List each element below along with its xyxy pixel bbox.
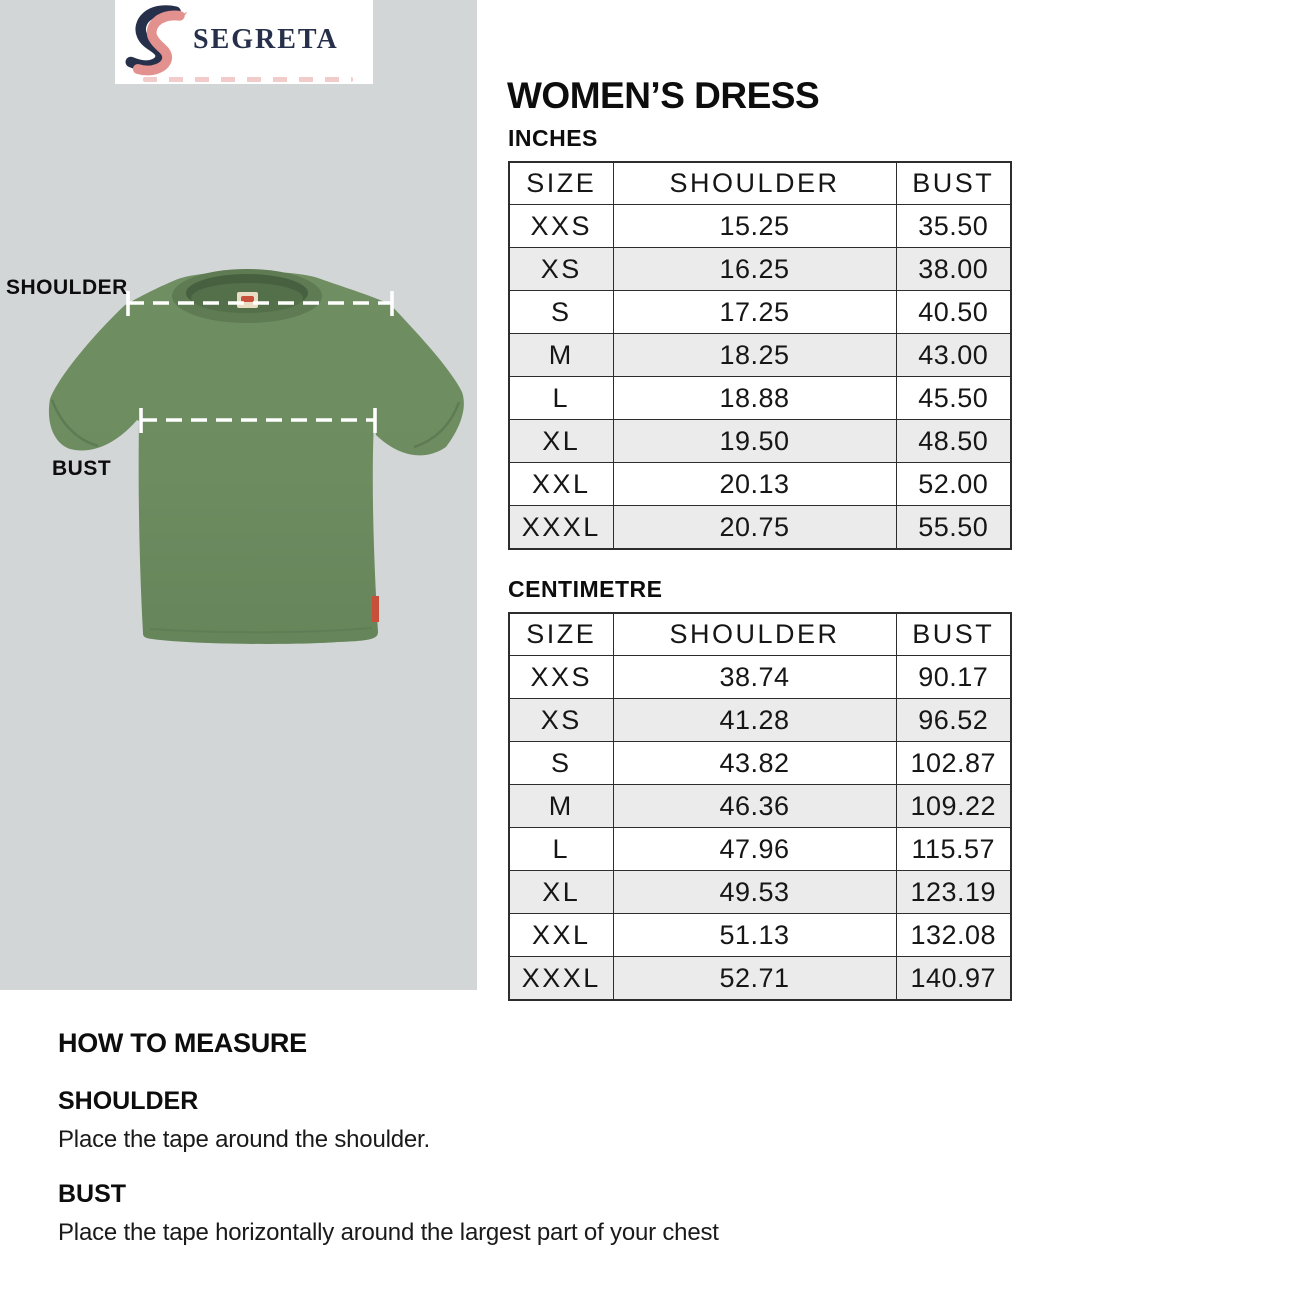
value-cell: 20.75 bbox=[613, 506, 896, 550]
size-cell: XXXL bbox=[509, 957, 613, 1001]
size-cell: XXXL bbox=[509, 506, 613, 550]
table-row bbox=[509, 656, 1011, 699]
value-cell: 35.50 bbox=[896, 205, 1011, 248]
value-cell: 52.71 bbox=[613, 957, 896, 1001]
value-cell: 96.52 bbox=[896, 699, 1011, 742]
size-cell: XS bbox=[509, 248, 613, 291]
value-cell: 43.00 bbox=[896, 334, 1011, 377]
table-row bbox=[509, 742, 1011, 785]
how-to-bust-heading: BUST bbox=[58, 1180, 127, 1208]
table-row bbox=[509, 871, 1011, 914]
value-cell: 132.08 bbox=[896, 914, 1011, 957]
size-cell: XL bbox=[509, 420, 613, 463]
diagram-panel bbox=[0, 0, 477, 990]
logo-tagline-remnant bbox=[143, 77, 353, 82]
value-cell: 18.25 bbox=[613, 334, 896, 377]
size-cell: S bbox=[509, 742, 613, 785]
value-cell: 115.57 bbox=[896, 828, 1011, 871]
size-cell: L bbox=[509, 377, 613, 420]
size-cell: S bbox=[509, 291, 613, 334]
how-to-measure-title: HOW TO MEASURE bbox=[58, 1028, 307, 1058]
value-cell: 38.00 bbox=[896, 248, 1011, 291]
tshirt-illustration bbox=[0, 240, 477, 660]
value-cell: 51.13 bbox=[613, 914, 896, 957]
diagram-bust-label: BUST bbox=[52, 457, 112, 480]
value-cell: 48.50 bbox=[896, 420, 1011, 463]
table-row bbox=[509, 506, 1011, 550]
table-row bbox=[509, 334, 1011, 377]
table-row bbox=[509, 463, 1011, 506]
inches-size-table bbox=[508, 161, 1012, 550]
table-row bbox=[509, 785, 1011, 828]
table-row bbox=[509, 828, 1011, 871]
value-cell: 43.82 bbox=[613, 742, 896, 785]
table-header-row bbox=[509, 613, 1011, 656]
value-cell: 102.87 bbox=[896, 742, 1011, 785]
column-header-bust: BUST bbox=[896, 613, 1011, 656]
value-cell: 19.50 bbox=[613, 420, 896, 463]
size-cell: XL bbox=[509, 871, 613, 914]
value-cell: 40.50 bbox=[896, 291, 1011, 334]
size-cell: XXL bbox=[509, 463, 613, 506]
value-cell: 17.25 bbox=[613, 291, 896, 334]
brand-name: SEGRETA bbox=[193, 24, 339, 55]
column-header-size: SIZE bbox=[509, 613, 613, 656]
brand-logo-icon bbox=[121, 4, 191, 78]
collar-tag bbox=[237, 292, 258, 308]
value-cell: 49.53 bbox=[613, 871, 896, 914]
table-row bbox=[509, 420, 1011, 463]
how-to-bust-text: Place the tape horizontally around the largest part of your chest bbox=[58, 1219, 719, 1246]
column-header-shoulder: SHOULDER bbox=[613, 162, 896, 205]
centimetre-size-table bbox=[508, 612, 1012, 1001]
column-header-shoulder: SHOULDER bbox=[613, 613, 896, 656]
table-row bbox=[509, 248, 1011, 291]
table-row bbox=[509, 957, 1011, 1001]
value-cell: 18.88 bbox=[613, 377, 896, 420]
value-cell: 15.25 bbox=[613, 205, 896, 248]
table-row bbox=[509, 914, 1011, 957]
how-to-shoulder-text: Place the tape around the shoulder. bbox=[58, 1126, 430, 1153]
size-cell: XXS bbox=[509, 656, 613, 699]
value-cell: 90.17 bbox=[896, 656, 1011, 699]
centimetre-table-label: CENTIMETRE bbox=[508, 576, 663, 602]
value-cell: 38.74 bbox=[613, 656, 896, 699]
table-row bbox=[509, 699, 1011, 742]
value-cell: 45.50 bbox=[896, 377, 1011, 420]
table-row bbox=[509, 205, 1011, 248]
size-cell: XS bbox=[509, 699, 613, 742]
size-cell: M bbox=[509, 785, 613, 828]
value-cell: 52.00 bbox=[896, 463, 1011, 506]
value-cell: 140.97 bbox=[896, 957, 1011, 1001]
hem-tag bbox=[372, 596, 379, 622]
page-title: WOMEN’S DRESS bbox=[507, 74, 820, 116]
table-header-row bbox=[509, 162, 1011, 205]
value-cell: 20.13 bbox=[613, 463, 896, 506]
size-cell: XXL bbox=[509, 914, 613, 957]
diagram-shoulder-label: SHOULDER bbox=[6, 276, 128, 299]
how-to-measure-section bbox=[58, 1028, 958, 1247]
value-cell: 46.36 bbox=[613, 785, 896, 828]
column-header-bust: BUST bbox=[896, 162, 1011, 205]
column-header-size: SIZE bbox=[509, 162, 613, 205]
table-row bbox=[509, 291, 1011, 334]
brand-logo bbox=[115, 0, 373, 84]
tshirt-body bbox=[49, 271, 464, 644]
value-cell: 16.25 bbox=[613, 248, 896, 291]
value-cell: 55.50 bbox=[896, 506, 1011, 550]
size-cell: M bbox=[509, 334, 613, 377]
inches-table-label: INCHES bbox=[508, 125, 598, 151]
how-to-shoulder-heading: SHOULDER bbox=[58, 1087, 199, 1115]
table-row bbox=[509, 377, 1011, 420]
value-cell: 41.28 bbox=[613, 699, 896, 742]
value-cell: 47.96 bbox=[613, 828, 896, 871]
size-cell: L bbox=[509, 828, 613, 871]
size-cell: XXS bbox=[509, 205, 613, 248]
value-cell: 109.22 bbox=[896, 785, 1011, 828]
value-cell: 123.19 bbox=[896, 871, 1011, 914]
